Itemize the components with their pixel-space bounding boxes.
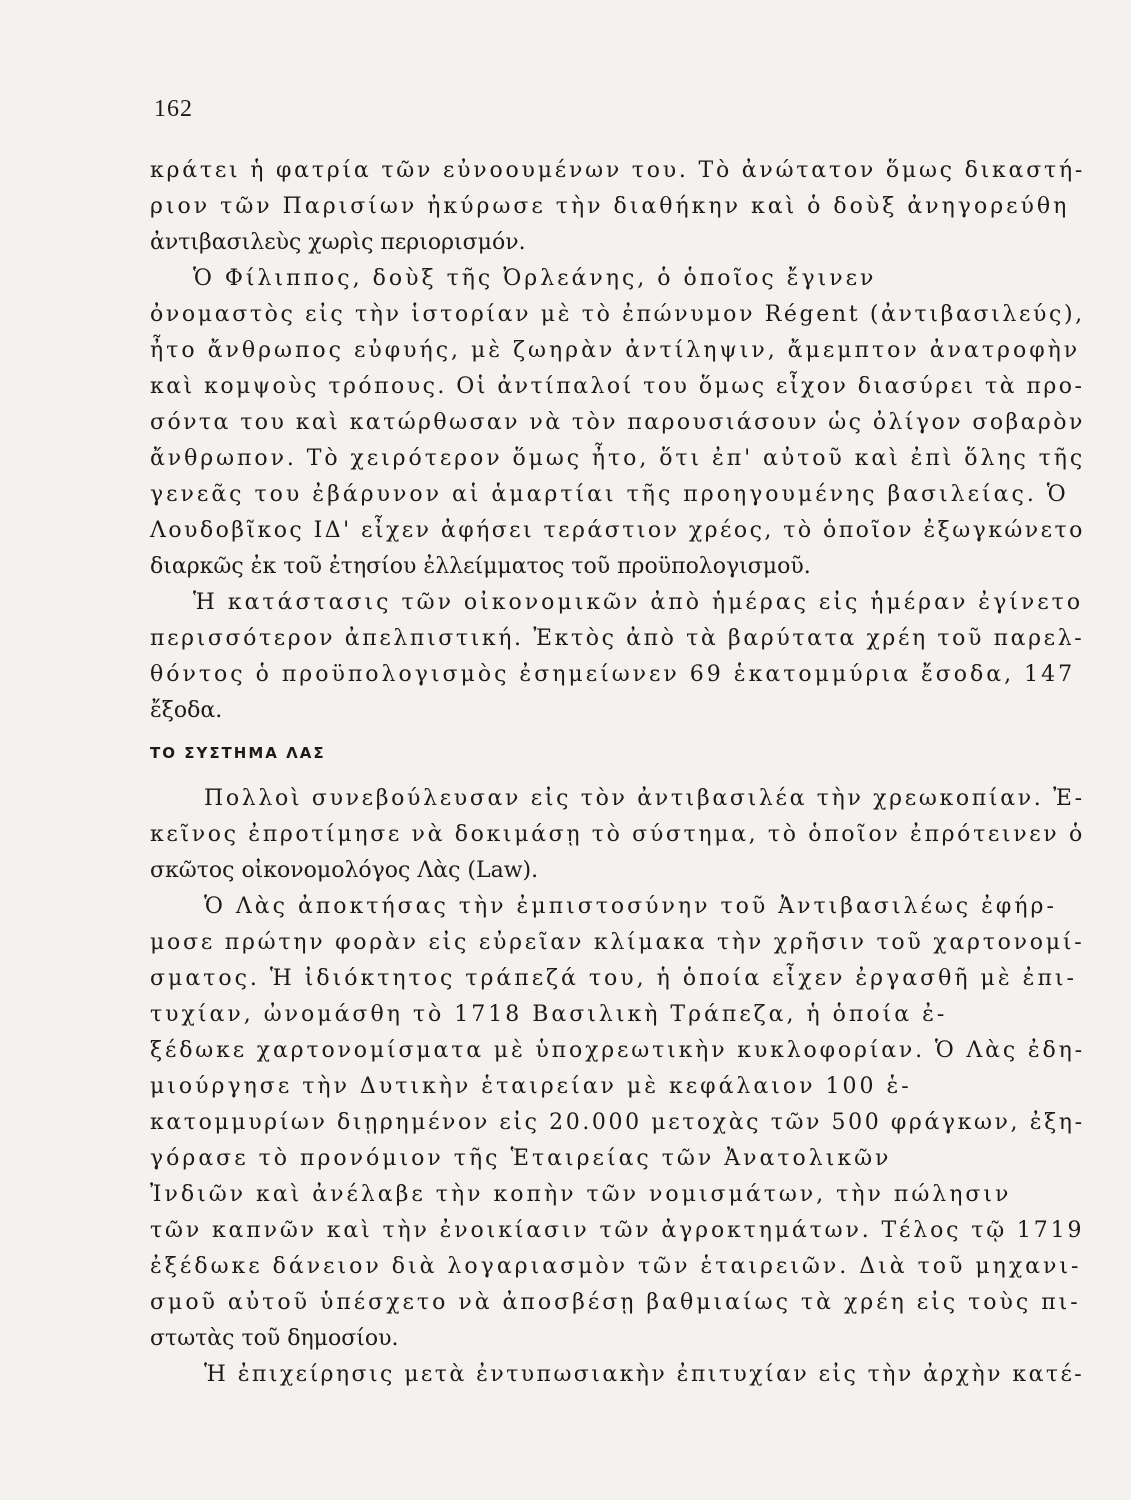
text-line: κράτει ἡ φατρία τῶν εὐνοουμένων του. Τὸ ἀνώτατον ὅμως δικαστή- (150, 158, 1086, 183)
text-line: τῶν καπνῶν καὶ τὴν ἐνοικίασιν τῶν ἀγροκτημάτων. Τέλος τῷ 1719 (150, 1218, 1085, 1243)
text-line: Ἡ κατάστασις τῶν οἰκονομικῶν ἀπὸ ἡμέρας εἰς ἡμέραν ἐγίνετο (193, 590, 1084, 615)
text-line: καὶ κομψοὺς τρόπους. Οἱ ἀντίπαλοί του ὅμως εἶχον διασύρει τὰ προ- (150, 374, 1085, 399)
text-line: Ἰνδιῶν καὶ ἀνέλαβε τὴν κοπὴν τῶν νομισμάτων, τὴν πώλησιν (150, 1182, 1012, 1207)
section-heading: ΤΟ ΣΥΣΤΗΜΑ ΛΑΣ (150, 744, 326, 762)
text-line: σκῶτος οἰκονομολόγος Λὰς (Law). (150, 858, 539, 883)
text-line: ἀντιβασιλεὺς χωρὶς περιορισμόν. (150, 230, 526, 255)
text-line: μοσε πρώτην φορὰν εἰς εὐρεῖαν κλίμακα τὴν χρῆσιν τοῦ χαρτονομί- (150, 930, 1085, 955)
text-line: στωτὰς τοῦ δημοσίου. (150, 1326, 399, 1351)
text-line: ἦτο ἄνθρωπος εὐφυής, μὲ ζωηρὰν ἀντίληψιν, ἄμεμπτον ἀνατροφὴν (150, 338, 1081, 363)
text-line: Πολλοὶ συνεβούλευσαν εἰς τὸν ἀντιβασιλέα τὴν χρεωκοπίαν. Ἐ- (204, 786, 1085, 811)
text-line: ὀνομαστὸς εἰς τὴν ἱστορίαν μὲ τὸ ἐπώνυμον Régent (ἀντιβασιλεύς), (150, 302, 1085, 327)
text-line: ἐξέδωκε δάνειον διὰ λογαριασμὸν τῶν ἑταιρειῶν. Διὰ τοῦ μηχανι- (150, 1254, 1082, 1279)
text-line: σόντα του καὶ κατώρθωσαν νὰ τὸν παρουσιάσουν ὡς ὀλίγον σοβαρὸν (150, 410, 1085, 435)
text-line: θόντος ὁ προϋπολογισμὸς ἐσημείωνεν 69 ἑκατομμύρια ἔσοδα, 147 (150, 662, 1076, 687)
text-line: σμοῦ αὐτοῦ ὑπέσχετο νὰ ἀποσβέσῃ βαθμιαίως τὰ χρέη εἰς τοὺς πι- (150, 1290, 1081, 1315)
text-line: Ὁ Φίλιππος, δοὺξ τῆς Ὀρλεάνης, ὁ ὁποῖος ἔγινεν (193, 266, 877, 291)
text-line: ἔξοδα. (150, 698, 223, 723)
text-line: γενεᾶς του ἐβάρυνον αἱ ἁμαρτίαι τῆς προηγουμένης βασιλείας. Ὁ (150, 482, 1069, 507)
text-line: τυχίαν, ὠνομάσθη τὸ 1718 Βασιλικὴ Τράπεζα, ἡ ὁποία ἐ- (150, 1002, 948, 1027)
text-line: διαρκῶς ἐκ τοῦ ἐτησίου ἐλλείμματος τοῦ προϋπολογισμοῦ. (150, 554, 811, 579)
text-line: Λουδοβῖκος ΙΔ' εἶχεν ἀφήσει τεράστιον χρέος, τὸ ὁποῖον ἐξωγκώνετο (150, 518, 1085, 543)
text-line: γόρασε τὸ προνόμιον τῆς Ἑταιρείας τῶν Ἀνατολικῶν (150, 1146, 892, 1171)
text-line: μιούργησε τὴν Δυτικὴν ἑταιρείαν μὲ κεφάλαιον 100 ἑ- (150, 1074, 912, 1099)
page-number: 162 (154, 96, 193, 122)
text-line: περισσότερον ἀπελπιστική. Ἐκτὸς ἀπὸ τὰ βαρύτατα χρέη τοῦ παρελ- (150, 626, 1085, 651)
text-line: σματος. Ἡ ἰδιόκτητος τράπεζά του, ἡ ὁποία εἶχεν ἐργασθῆ μὲ ἐπι- (150, 966, 1077, 991)
text-line: ξέδωκε χαρτονομίσματα μὲ ὑποχρεωτικὴν κυκλοφορίαν. Ὁ Λὰς ἐδη- (150, 1038, 1085, 1063)
text-line: Ὁ Λὰς ἀποκτήσας τὴν ἐμπιστοσύνην τοῦ Ἀντιβασιλέως ἐφήρ- (204, 894, 1057, 919)
text-line: Ἡ ἐπιχείρησις μετὰ ἐντυπωσιακὴν ἐπιτυχίαν εἰς τὴν ἀρχὴν κατέ- (204, 1362, 1085, 1387)
text-line: ριον τῶν Παρισίων ἠκύρωσε τὴν διαθήκην καὶ ὁ δοὺξ ἀνηγορεύθη (150, 194, 1070, 219)
text-line: κεῖνος ἐπροτίμησε νὰ δοκιμάσῃ τὸ σύστημα, τὸ ὁποῖον ἐπρότεινεν ὁ (150, 822, 1085, 847)
text-line: ἄνθρωπον. Τὸ χειρότερον ὅμως ἦτο, ὅτι ἐπ' αὐτοῦ καὶ ἐπὶ ὅλης τῆς (150, 446, 1086, 471)
text-line: κατομμυρίων διῃρημένον εἰς 20.000 μετοχὰς τῶν 500 φράγκων, ἐξη- (150, 1110, 1085, 1135)
